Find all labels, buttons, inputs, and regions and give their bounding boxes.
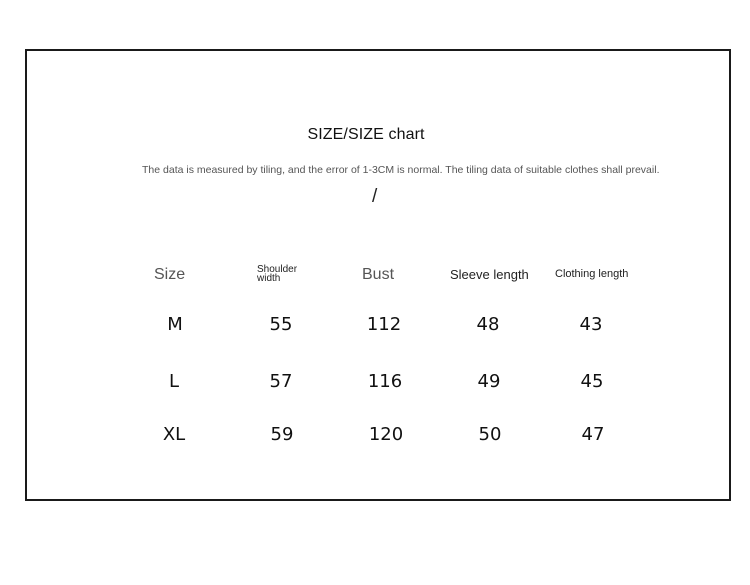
row-xl-shoulder: 59 bbox=[270, 424, 294, 445]
row-l-size: L bbox=[168, 371, 180, 392]
row-m-clothing: 43 bbox=[579, 314, 603, 335]
header-size: Size bbox=[154, 266, 186, 283]
chart-title: SIZE/SIZE chart bbox=[307, 126, 425, 143]
row-l-shoulder: 57 bbox=[269, 371, 293, 392]
header-bust: Bust bbox=[362, 266, 395, 283]
row-m-bust: 112 bbox=[366, 314, 402, 335]
row-xl-clothing: 47 bbox=[581, 424, 605, 445]
row-xl-sleeve: 50 bbox=[478, 424, 502, 445]
separator-slash: / bbox=[372, 186, 378, 207]
row-xl-size: XL bbox=[162, 424, 186, 445]
row-m-sleeve: 48 bbox=[476, 314, 500, 335]
measurement-note: The data is measured by tiling, and the error of 1-3CM is normal. The tiling data of suitable clothes shall prevail. bbox=[142, 164, 660, 176]
header-clothing-length: Clothing length bbox=[555, 268, 629, 280]
row-l-clothing: 45 bbox=[580, 371, 604, 392]
row-xl-bust: 120 bbox=[368, 424, 404, 445]
row-l-bust: 116 bbox=[367, 371, 403, 392]
header-sleeve-length: Sleeve length bbox=[450, 267, 529, 282]
row-m-shoulder: 55 bbox=[269, 314, 293, 335]
header-shoulder-width: Shoulder width bbox=[257, 264, 298, 284]
row-l-sleeve: 49 bbox=[477, 371, 501, 392]
row-m-size: M bbox=[167, 314, 183, 335]
